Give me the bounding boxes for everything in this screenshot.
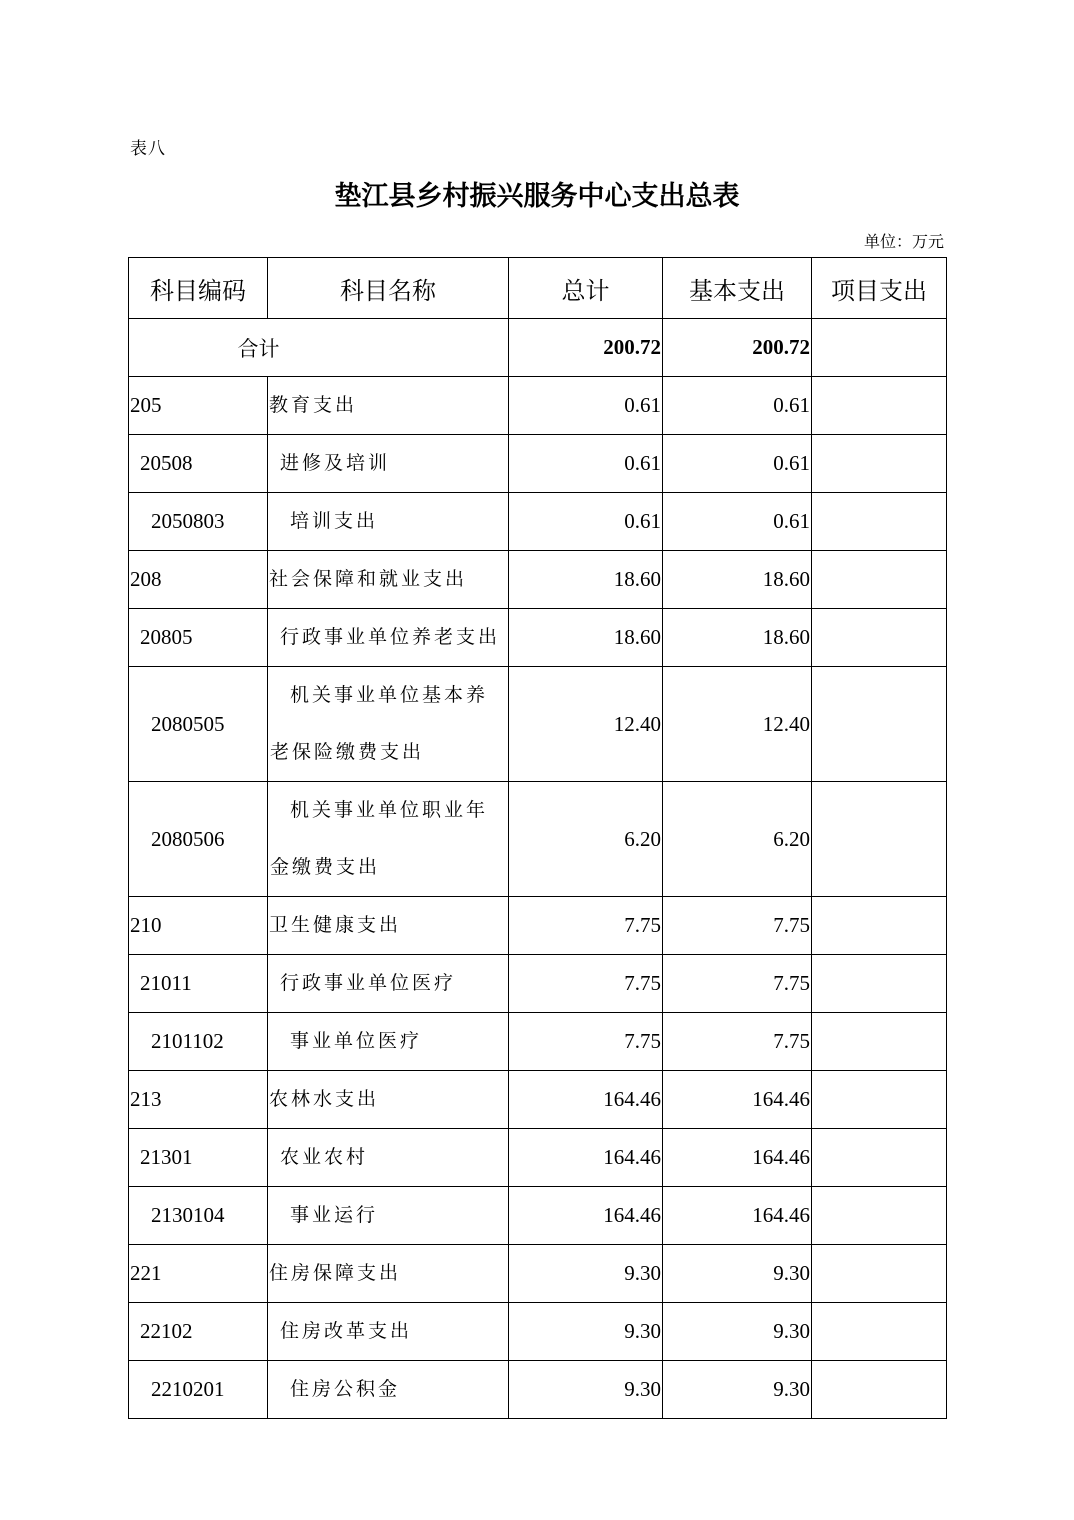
row-code: 221: [129, 1245, 268, 1303]
row-code: 2210201: [129, 1361, 268, 1419]
header-project: 项目支出: [812, 258, 947, 319]
row-project: [812, 1245, 947, 1303]
table-row: [129, 551, 947, 609]
row-name: 进修及培训: [268, 435, 509, 493]
row-basic: 164.46: [663, 1187, 812, 1245]
total-row: [129, 319, 947, 377]
row-code: 21011: [129, 955, 268, 1013]
row-code: 2080506: [129, 782, 268, 897]
row-code: 2050803: [129, 493, 268, 551]
row-basic: 12.40: [663, 667, 812, 782]
row-basic: 18.60: [663, 551, 812, 609]
expenditure-table: [128, 257, 947, 1419]
row-basic: 7.75: [663, 955, 812, 1013]
header-row: [129, 258, 947, 319]
row-total: 164.46: [509, 1071, 663, 1129]
row-total: 7.75: [509, 897, 663, 955]
row-name: 行政事业单位医疗: [268, 955, 509, 1013]
row-code: 2101102: [129, 1013, 268, 1071]
row-total: 9.30: [509, 1361, 663, 1419]
row-basic: 0.61: [663, 377, 812, 435]
row-total: 6.20: [509, 782, 663, 897]
row-total: 0.61: [509, 435, 663, 493]
row-name: 卫生健康支出: [268, 897, 509, 955]
table-row: [129, 1303, 947, 1361]
row-basic: 9.30: [663, 1361, 812, 1419]
row-name: 住房公积金: [268, 1361, 509, 1419]
row-name: 培训支出: [268, 493, 509, 551]
row-basic: 9.30: [663, 1245, 812, 1303]
row-name: 农业农村: [268, 1129, 509, 1187]
total-basic: 200.72: [663, 319, 812, 377]
row-basic: 18.60: [663, 609, 812, 667]
header-basic: 基本支出: [663, 258, 812, 319]
row-project: [812, 1187, 947, 1245]
table-row: [129, 1129, 947, 1187]
row-basic: 164.46: [663, 1129, 812, 1187]
row-project: [812, 897, 947, 955]
total-label: 合计: [129, 319, 509, 377]
row-project: [812, 377, 947, 435]
row-project: [812, 1071, 947, 1129]
table-row: [129, 493, 947, 551]
row-project: [812, 1129, 947, 1187]
row-code: 21301: [129, 1129, 268, 1187]
row-total: 164.46: [509, 1187, 663, 1245]
row-total: 7.75: [509, 1013, 663, 1071]
header-code: 科目编码: [129, 258, 268, 319]
total-total: 200.72: [509, 319, 663, 377]
row-basic: 7.75: [663, 1013, 812, 1071]
row-total: 164.46: [509, 1129, 663, 1187]
table-row: [129, 609, 947, 667]
row-project: [812, 1013, 947, 1071]
row-basic: 0.61: [663, 493, 812, 551]
row-name: 教育支出: [268, 377, 509, 435]
table-row: [129, 1187, 947, 1245]
row-code: 2080505: [129, 667, 268, 782]
row-code: 22102: [129, 1303, 268, 1361]
unit-label: 单位：万元: [863, 232, 944, 251]
row-project: [812, 493, 947, 551]
row-code: 210: [129, 897, 268, 955]
row-basic: 6.20: [663, 782, 812, 897]
table-row: [129, 955, 947, 1013]
page-title: 垫江县乡村振兴服务中心支出总表: [334, 181, 740, 212]
table-row: [129, 782, 947, 897]
row-basic: 0.61: [663, 435, 812, 493]
row-code: 208: [129, 551, 268, 609]
row-project: [812, 955, 947, 1013]
row-project: [812, 782, 947, 897]
row-code: 20508: [129, 435, 268, 493]
table-row: [129, 897, 947, 955]
row-total: 0.61: [509, 377, 663, 435]
table-row: [129, 667, 947, 782]
row-total: 18.60: [509, 609, 663, 667]
row-name: 农林水支出: [268, 1071, 509, 1129]
row-total: 7.75: [509, 955, 663, 1013]
row-project: [812, 1303, 947, 1361]
row-name: 机关事业单位基本养老保险缴费支出: [268, 667, 509, 782]
row-code: 205: [129, 377, 268, 435]
row-basic: 7.75: [663, 897, 812, 955]
row-total: 0.61: [509, 493, 663, 551]
row-project: [812, 551, 947, 609]
total-project: [812, 319, 947, 377]
row-project: [812, 609, 947, 667]
row-name: 住房保障支出: [268, 1245, 509, 1303]
row-project: [812, 1361, 947, 1419]
table-row: [129, 1361, 947, 1419]
table-row: [129, 377, 947, 435]
header-name: 科目名称: [268, 258, 509, 319]
row-project: [812, 667, 947, 782]
row-total: 18.60: [509, 551, 663, 609]
row-code: 20805: [129, 609, 268, 667]
row-project: [812, 435, 947, 493]
row-basic: 9.30: [663, 1303, 812, 1361]
row-name: 机关事业单位职业年金缴费支出: [268, 782, 509, 897]
row-code: 213: [129, 1071, 268, 1129]
table-row: [129, 435, 947, 493]
header-total: 总计: [509, 258, 663, 319]
row-code: 2130104: [129, 1187, 268, 1245]
row-total: 12.40: [509, 667, 663, 782]
table-row: [129, 1245, 947, 1303]
row-name: 事业单位医疗: [268, 1013, 509, 1071]
row-basic: 164.46: [663, 1071, 812, 1129]
row-name: 住房改革支出: [268, 1303, 509, 1361]
table-number: 表八: [130, 139, 166, 159]
row-total: 9.30: [509, 1245, 663, 1303]
row-total: 9.30: [509, 1303, 663, 1361]
row-name: 事业运行: [268, 1187, 509, 1245]
table-row: [129, 1013, 947, 1071]
row-name: 行政事业单位养老支出: [268, 609, 509, 667]
table-row: [129, 1071, 947, 1129]
row-name: 社会保障和就业支出: [268, 551, 509, 609]
